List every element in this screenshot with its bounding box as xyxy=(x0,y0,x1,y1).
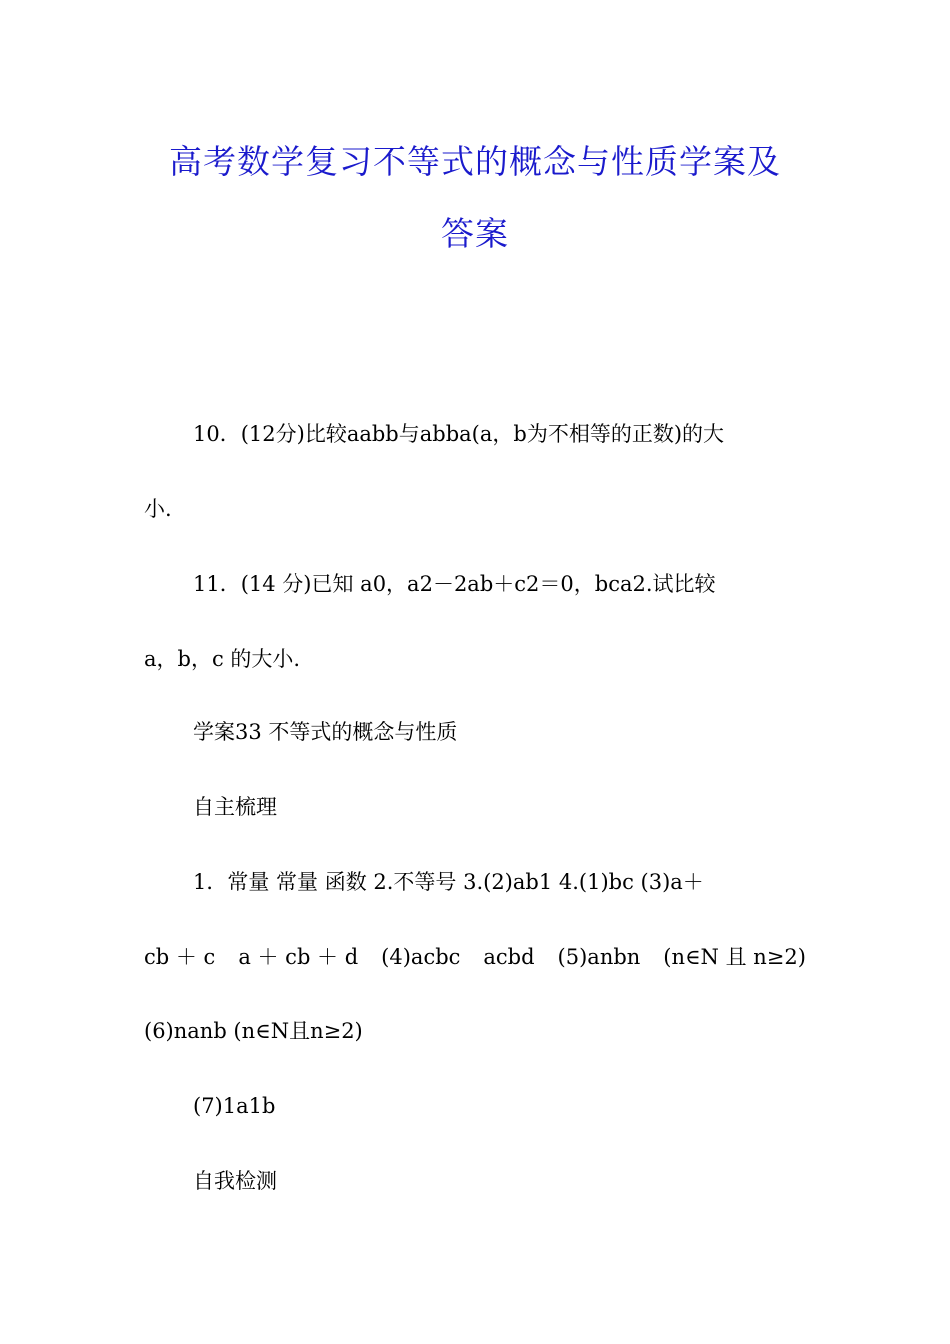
document-title-line-2: 答案 xyxy=(441,214,509,253)
subheading-self-check: 自我检测 xyxy=(193,1169,277,1193)
answers-line-2-part: a ＋ cb ＋ d xyxy=(238,945,359,969)
answers-line-1: 1．常量 常量 函数 2.不等号 3.(2)ab1 4.(1)bc (3)a＋ xyxy=(193,870,704,894)
section-heading: 学案33 不等式的概念与性质 xyxy=(193,720,458,744)
question-10-line-1: 10．(12分)比较aabb与abba(a，b为不相等的正数)的大 xyxy=(193,422,725,446)
answers-line-2-part: (5)anbn xyxy=(557,945,641,969)
question-10-line-2: 小. xyxy=(144,497,172,521)
answers-line-2-part: acbd xyxy=(483,945,535,969)
answers-line-3: (6)nanb (n∈N且n≥2) xyxy=(144,1019,363,1043)
document-title-line-1: 高考数学复习不等式的概念与性质学案及 xyxy=(169,142,781,181)
answers-line-2-part: (n∈N 且 n≥2) xyxy=(663,945,806,969)
subheading-self-review: 自主梳理 xyxy=(193,795,277,819)
answers-line-2-part: cb ＋ c xyxy=(144,945,216,969)
answers-line-2 xyxy=(144,947,806,968)
question-11-line-2: a，b，c 的大小. xyxy=(144,647,301,671)
answers-line-4: (7)1a1b xyxy=(193,1094,276,1118)
answers-line-2-part: (4)acbc xyxy=(381,945,461,969)
question-11-line-1: 11．(14 分)已知 a0，a2－2ab＋c2＝0，bca2.试比较 xyxy=(193,572,716,596)
